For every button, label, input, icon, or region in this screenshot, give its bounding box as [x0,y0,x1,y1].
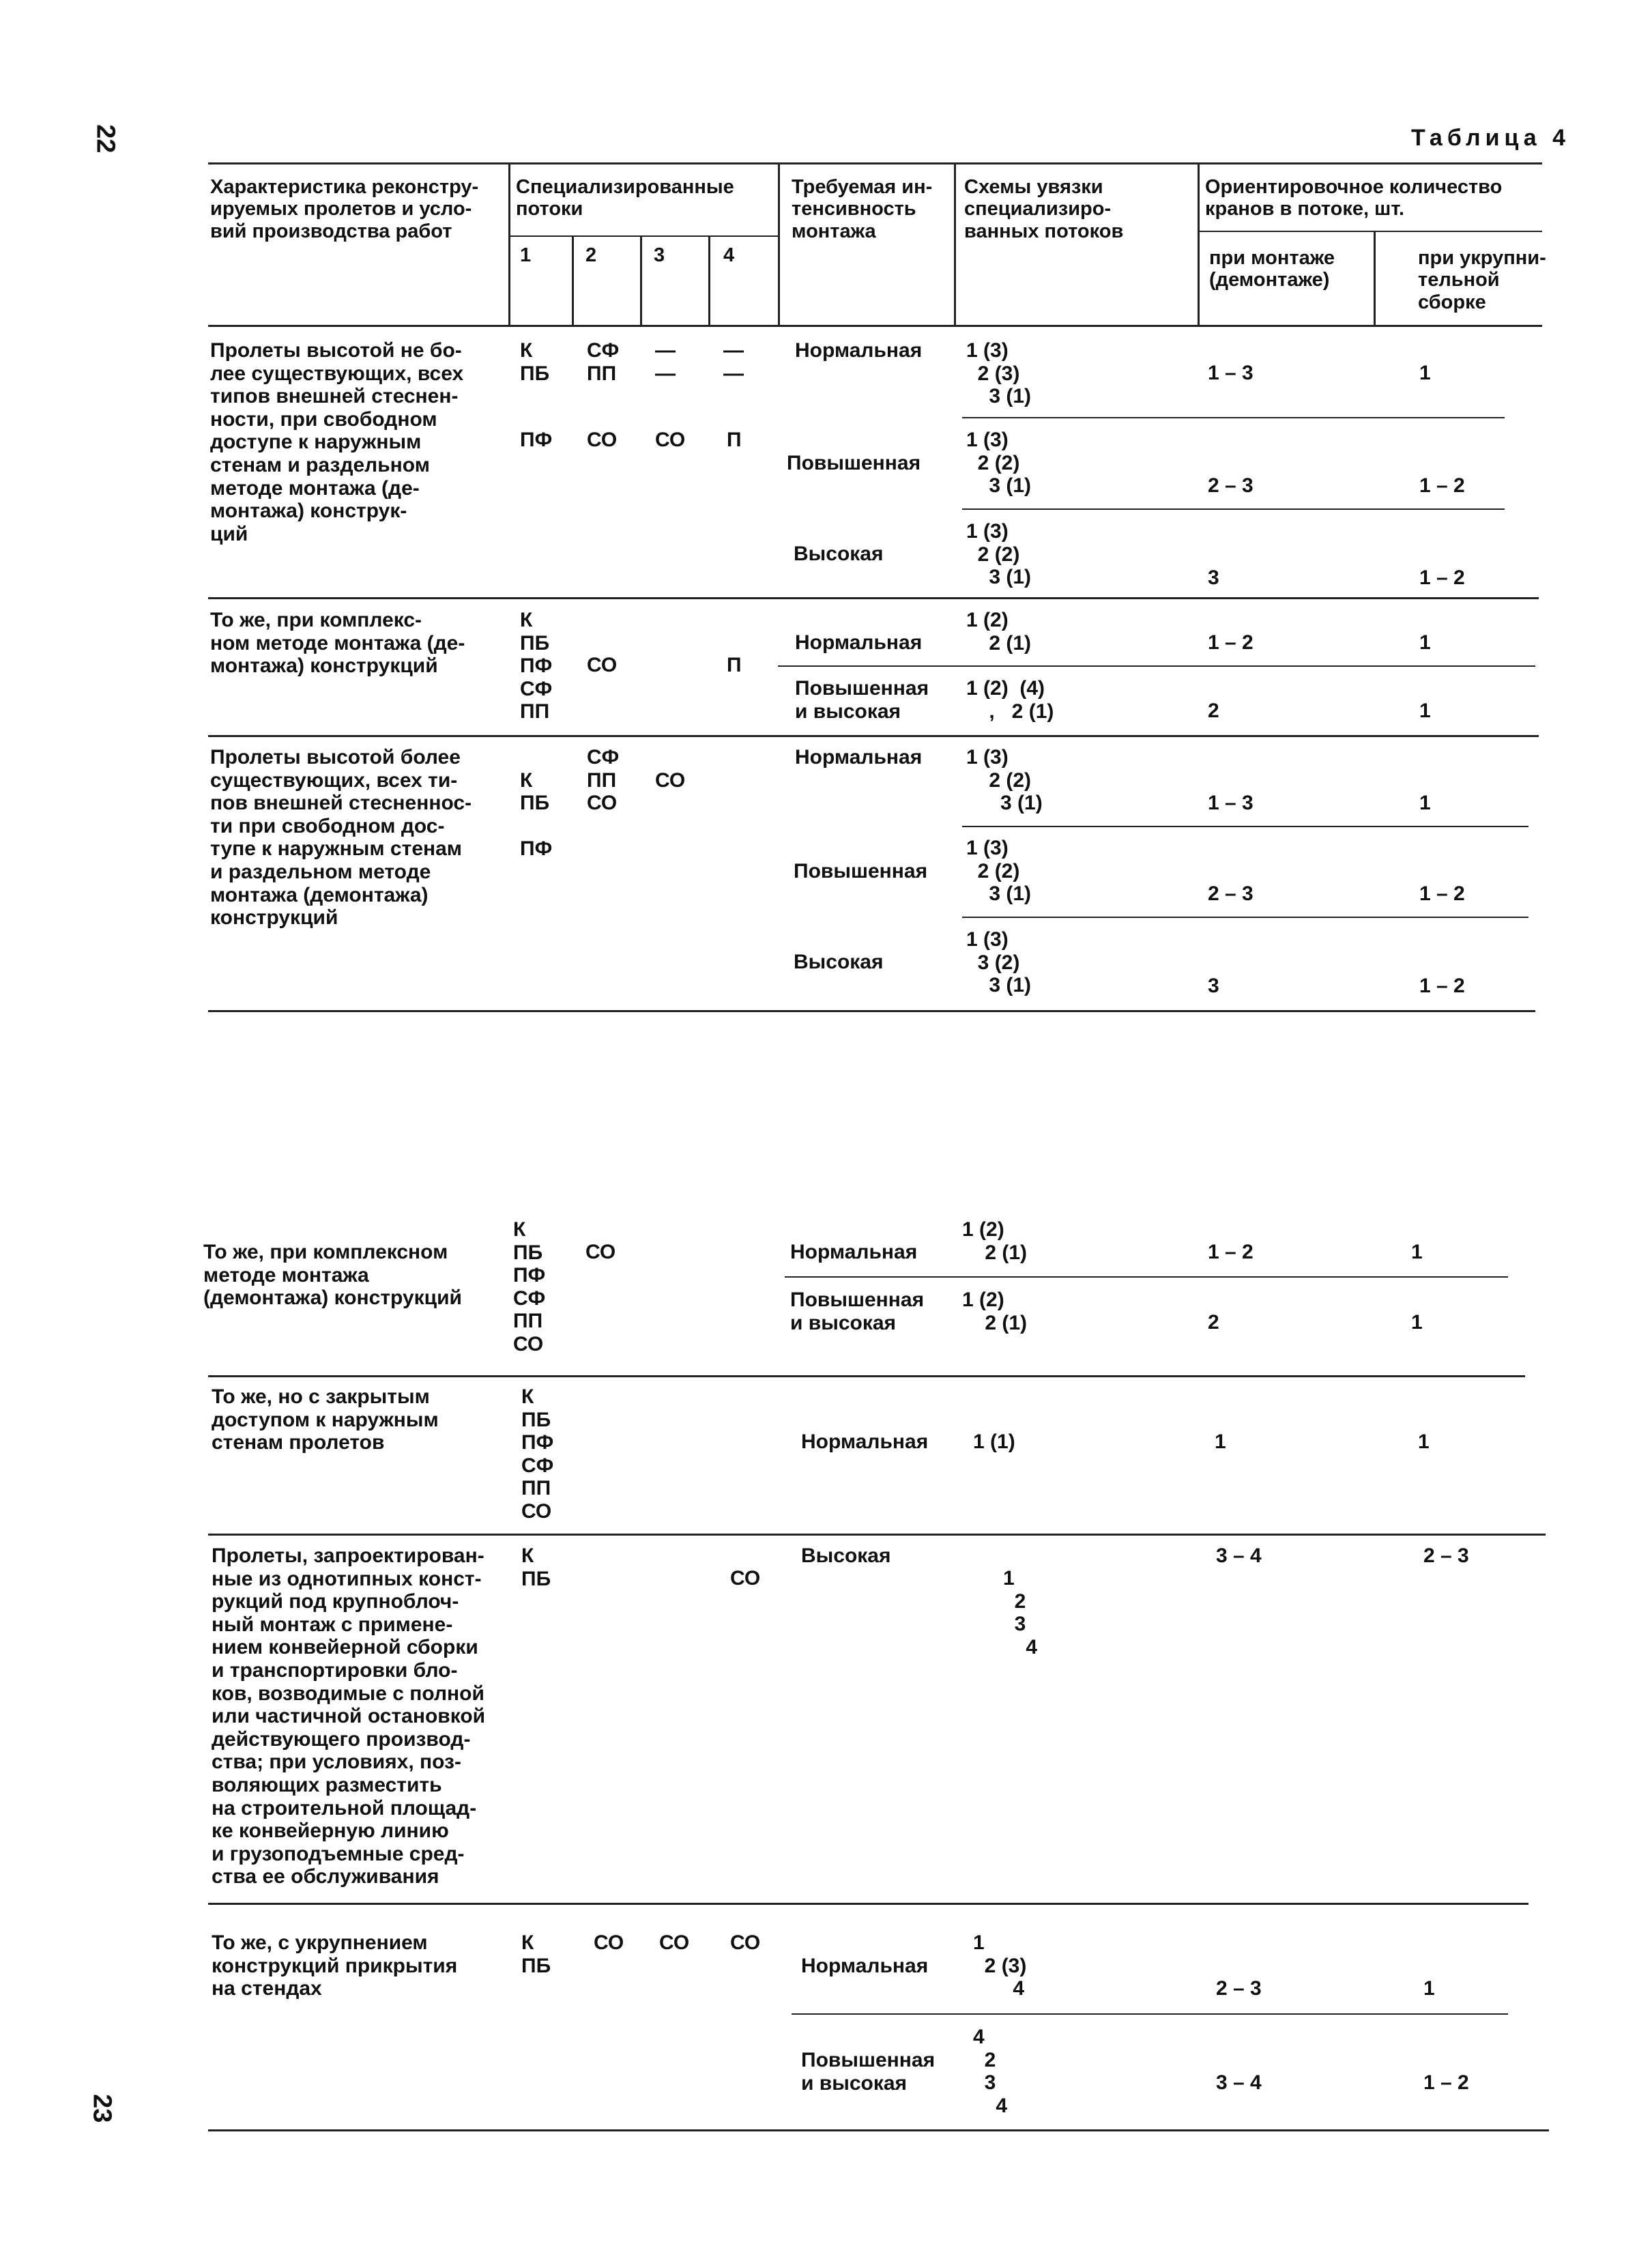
scheme-cell: 1 (1) [973,1431,1015,1453]
intensity-cell: Нормальная [795,631,923,654]
flow-cell: К ПБ [521,1931,551,1977]
header-bottom-rule [208,325,1542,327]
flow-cell: К ПБ ПФ СФ ПП [520,609,553,723]
intensity-cell: Повышенная [794,860,928,882]
header-characteristic: Характеристика реконстру- ируемых пролетов и усло- вий производства работ [210,176,479,242]
intensity-cell: Нормальная [795,339,923,362]
group-rule [208,1903,1528,1905]
header-schemes: Схемы увязки специализиро- ванных потоков [964,176,1124,242]
cranes-assembly-cell: 1 – 2 [1419,474,1465,497]
scheme-cell: 4 2 3 4 [973,2026,1008,2117]
scheme-cell: 1 2 3 4 [1003,1567,1038,1658]
header-flows: Специализированные потоки [516,176,734,220]
cranes-mount-cell: 2 – 3 [1216,1977,1262,2000]
flow-cell: К ПБ ПФ СФ ПП СО [521,1385,554,1523]
cranes-assembly-cell: 2 – 3 [1423,1544,1469,1567]
flow-cell: П [727,429,742,451]
flow-cell: СО [585,1241,616,1263]
row-rule [778,665,1535,667]
scheme-cell: 1 (3) 2 (2) 3 (1) [966,520,1032,589]
page-number-bottom: 23 [87,2094,117,2123]
header-cranes: Ориентировочное количество кранов в потоке, шт. [1205,176,1503,220]
flow-cell: СО [594,1931,624,1954]
cranes-mount-cell: 2 [1208,1311,1219,1334]
group-rule [208,1534,1546,1536]
flow-cell: К ПБ [520,339,550,385]
cranes-assembly-cell: 1 [1419,792,1431,814]
scheme-cell: 1 2 (3) 4 [973,1931,1027,2000]
table-bottom-rule [208,2129,1549,2131]
intensity-cell: Повышенная [787,452,921,474]
header-divider [954,162,956,325]
flow-cell: СФ ПП [587,339,620,385]
header-divider [1198,162,1200,325]
cranes-mount-cell: 1 – 3 [1208,362,1254,384]
scheme-cell: 1 (3) 2 (2) 3 (1) [966,429,1032,498]
flow-cell: СО [730,1567,761,1590]
scheme-cell: 1 (3) 2 (2) 3 (1) [966,837,1032,906]
scheme-cell: 1 (2) 2 (1) [962,1218,1028,1264]
header-flow-col-1: 1 [520,244,532,266]
group-characteristic: То же, но с закрытым доступом к наружным стенам пролетов [212,1385,439,1454]
flow-cell: СО [730,1931,761,1954]
intensity-cell: Высокая [794,543,884,565]
group-rule [208,1010,1535,1012]
group-rule [208,1375,1525,1377]
scheme-cell: 1 (3) 3 (2) 3 (1) [966,928,1032,997]
cranes-assembly-cell: 1 – 2 [1419,882,1465,905]
cranes-mount-cell: 1 – 2 [1208,1241,1254,1263]
header-divider [778,162,780,325]
row-rule [962,917,1528,918]
intensity-cell: Повышенная и высокая [790,1289,925,1334]
flow-cell: СО [659,1931,690,1954]
header-divider [508,162,510,325]
flow-cell: К ПБ ПФ [520,768,553,861]
flow-cell: П [727,654,742,676]
flow-cell: ПФ [520,429,553,451]
intensity-cell: Нормальная [801,1955,929,1977]
flow-cell: СО [655,768,686,792]
group-characteristic: Пролеты высотой более существующих, всех ти- пов внешней стесненнос- ти при свободном дос- тупе к наружным стенам и раздельном методе монтажа (демонтажа) конструкций [210,746,472,930]
flow-cell: — — [723,339,744,385]
flow-cell: СО [655,429,686,451]
row-rule [962,417,1505,418]
flow-cell: СО [587,654,618,676]
header-flow-col-4: 4 [723,244,735,266]
intensity-cell: Нормальная [795,746,923,768]
cranes-subheader-rule [1198,231,1542,232]
header-divider [640,235,642,325]
cranes-assembly-cell: 1 [1411,1311,1423,1334]
header-cranes-assembly: при укрупни- тельной сборке [1418,247,1546,313]
intensity-cell: Повышенная и высокая [795,677,929,723]
header-flow-col-2: 2 [585,244,597,266]
row-rule [962,508,1505,510]
flow-cell: СФ ПП СО [587,746,620,815]
scheme-cell: 1 (2) 2 (1) [966,609,1032,655]
cranes-assembly-cell: 1 – 2 [1419,975,1465,997]
cranes-mount-cell: 1 – 2 [1208,631,1254,654]
intensity-cell: Нормальная [801,1431,929,1453]
row-rule [785,1276,1508,1278]
cranes-mount-cell: 2 – 3 [1208,474,1254,497]
intensity-cell: Высокая [801,1544,891,1567]
cranes-mount-cell: 2 [1208,700,1219,722]
header-divider [708,235,710,325]
cranes-assembly-cell: 1 [1419,631,1431,654]
page-number-top: 22 [91,124,120,154]
intensity-cell: Нормальная [790,1241,918,1263]
header-top-rule [208,162,1542,164]
intensity-cell: Повышенная и высокая [801,2049,936,2095]
scheme-cell: 1 (3) 2 (2) 3 (1) [966,746,1043,815]
intensity-cell: Высокая [794,951,884,973]
flow-cell: К ПБ [521,1544,551,1590]
row-rule [962,826,1528,827]
row-rule [792,2013,1508,2015]
flow-cell: К ПБ ПФ СФ ПП СО [513,1218,546,1355]
header-flow-col-3: 3 [654,244,665,266]
scheme-cell: 1 (2) (4) , 2 (1) [966,677,1054,723]
cranes-assembly-cell: 1 – 2 [1419,566,1465,589]
group-rule [208,735,1539,737]
cranes-assembly-cell: 1 [1419,700,1431,722]
cranes-assembly-cell: 1 [1419,362,1431,384]
flow-cell: СО [587,429,618,451]
scheme-cell: 1 (2) 2 (1) [962,1289,1028,1334]
header-cranes-mount: при монтаже (демонтаже) [1209,247,1335,291]
cranes-mount-cell: 1 – 3 [1208,792,1254,814]
flows-subheader-rule [510,235,780,237]
cranes-mount-cell: 2 – 3 [1208,882,1254,905]
table-caption: Таблица 4 [1411,125,1571,151]
group-characteristic: То же, при комплекс- ном методе монтажа (де- монтажа) конструкций [210,609,465,678]
group-characteristic: То же, при комплексном методе монтажа (демонтажа) конструкций [203,1241,462,1310]
cranes-mount-cell: 1 [1215,1431,1226,1453]
header-intensity: Требуемая ин- тенсивность монтажа [792,176,933,242]
cranes-mount-cell: 3 – 4 [1216,2071,1262,2094]
cranes-assembly-cell: 1 [1418,1431,1430,1453]
scheme-cell: 1 (3) 2 (3) 3 (1) [966,339,1032,408]
flow-cell: — — [655,339,676,385]
cranes-mount-cell: 3 – 4 [1216,1544,1262,1567]
group-characteristic: То же, с укрупнением конструкций прикрытия на стендах [212,1931,458,2000]
cranes-assembly-cell: 1 [1423,1977,1435,2000]
header-divider [1374,231,1376,325]
group-rule [208,597,1539,599]
group-characteristic: Пролеты высотой не бо- лее существующих, всех типов внешней стеснен- ности, при свободном доступе к наружным стенам и раздельном методе монтажа (де- монтажа) конструк- ций [210,339,464,545]
cranes-assembly-cell: 1 – 2 [1423,2071,1469,2094]
cranes-mount-cell: 3 [1208,975,1219,997]
cranes-mount-cell: 3 [1208,566,1219,589]
cranes-assembly-cell: 1 [1411,1241,1423,1263]
group-characteristic: Пролеты, запроектирован- ные из однотипных конст- рукций под крупноблоч- ный монтаж с примене- нием конвейерной сборки и транспортировки бло- ков, возводимые с полной или частичной остановкой действующего производ- ства; при условиях, поз- воляющих разместить на строительной площад- ке конвейерную линию и грузоподъемные сред- ства ее обслуживания [212,1544,486,1888]
header-divider [572,235,574,325]
